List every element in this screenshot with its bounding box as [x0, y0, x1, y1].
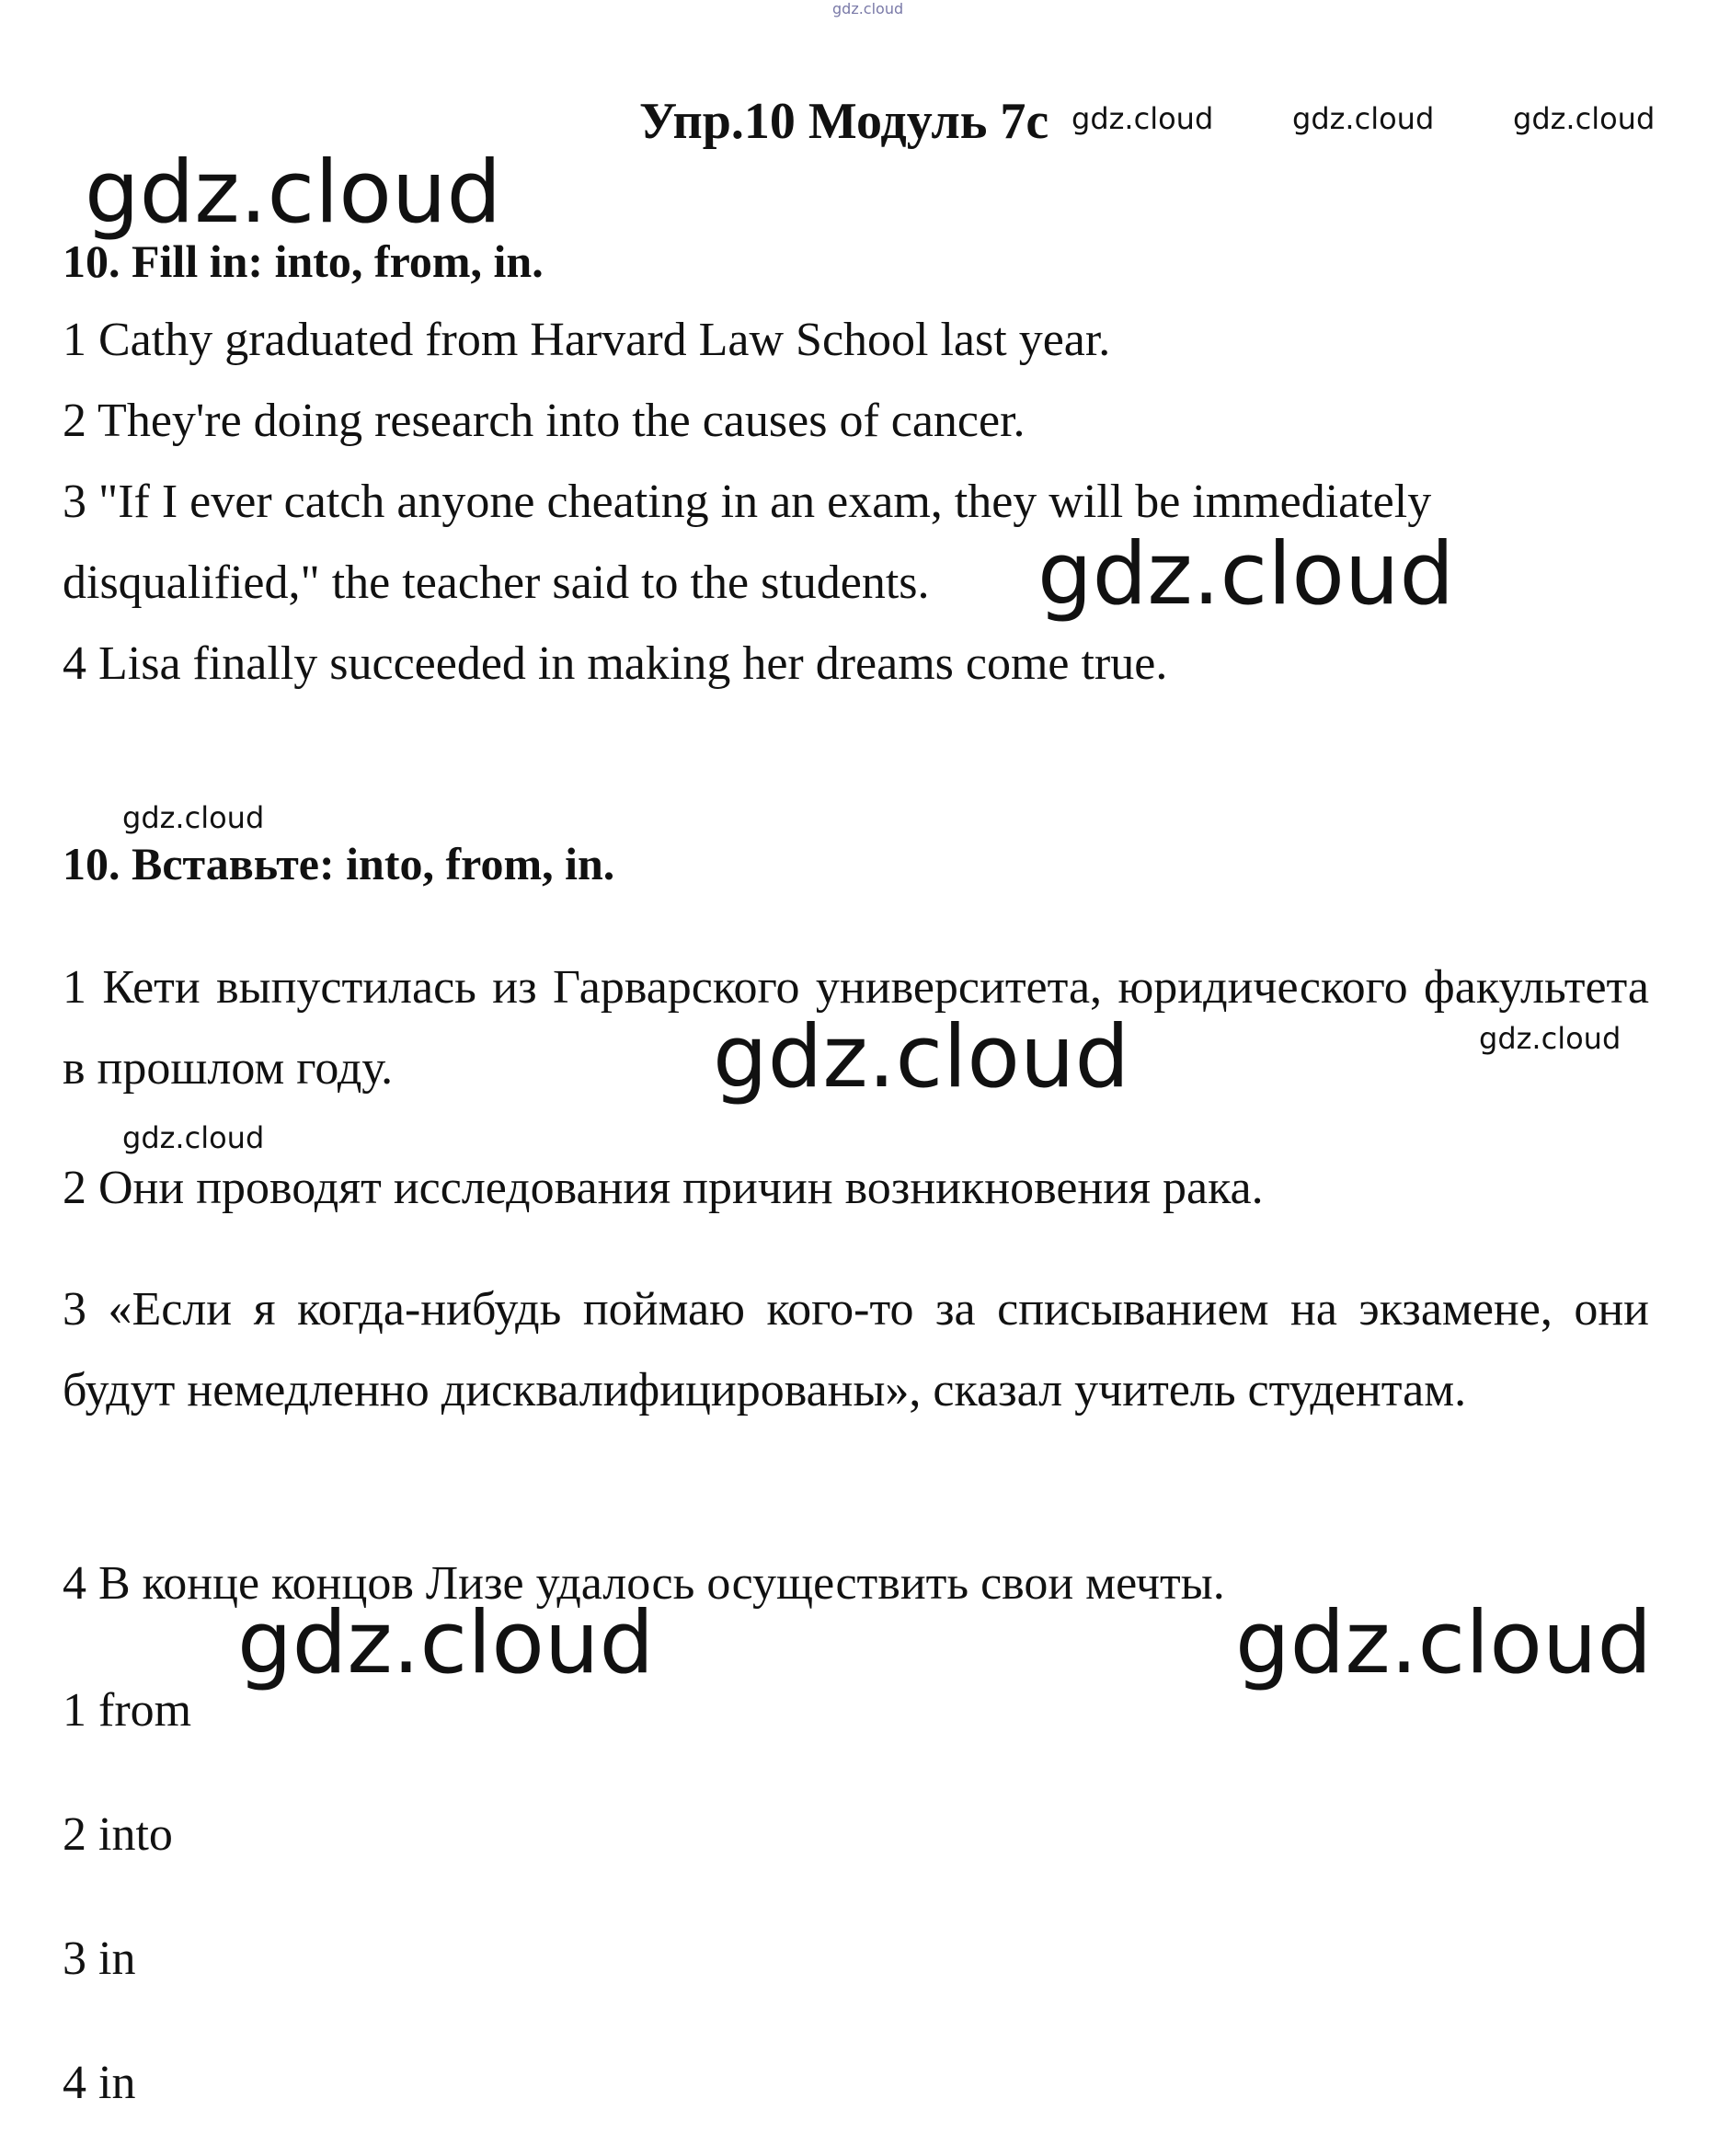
english-item-3-line-1: 3 "If I ever catch anyone cheating in an exam, they will be immediately [63, 476, 1432, 528]
watermark-large-3: gdz.cloud [713, 1007, 1130, 1107]
russian-item-2: 2 Они проводят исследования причин возникновения рака. [63, 1162, 1264, 1214]
answer-3: 3 in [63, 1932, 136, 1985]
answer-1: 1 from [63, 1684, 192, 1737]
answer-4: 4 in [63, 2057, 136, 2109]
english-heading: 10. Fill in: into, from, in. [63, 235, 544, 287]
russian-heading: 10. Вставьте: into, from, in. [63, 838, 615, 889]
watermark-large-4: gdz.cloud [237, 1593, 655, 1693]
english-item-3-line-2: disqualified," the teacher said to the students. [63, 556, 930, 609]
russian-item-4: 4 В конце концов Лизе удалось осуществить свои мечты. [63, 1557, 1225, 1610]
watermark-small-left-2: gdz.cloud [122, 1120, 265, 1155]
watermark-header-3: gdz.cloud [1513, 101, 1656, 136]
answer-2: 2 into [63, 1808, 173, 1861]
watermark-large-1: gdz.cloud [85, 143, 502, 243]
english-item-4: 4 Lisa finally succeeded in making her dreams come true. [63, 637, 1168, 690]
russian-item-1: 1 Кети выпустилась из Гарварского университета, юридического факультета в прошлом году. [63, 961, 1649, 1095]
page-title: Упр.10 Модуль 7c [639, 93, 1049, 150]
russian-item-3: 3 «Если я когда-нибудь поймаю кого-то за списыванием на экзамене, они будут немедленно дисквалифицированы», сказал учитель студентам. [63, 1283, 1649, 1416]
watermark-large-5: gdz.cloud [1235, 1593, 1653, 1693]
watermark-small-right: gdz.cloud [1479, 1021, 1622, 1056]
watermark-top: gdz.cloud [832, 0, 904, 17]
watermark-large-2: gdz.cloud [1037, 524, 1455, 625]
watermark-small-left-1: gdz.cloud [122, 800, 265, 835]
english-item-1: 1 Cathy graduated from Harvard Law School last year. [63, 314, 1111, 366]
watermark-header-1: gdz.cloud [1072, 101, 1214, 136]
watermark-header-2: gdz.cloud [1292, 101, 1435, 136]
english-item-2: 2 They're doing research into the causes of cancer. [63, 395, 1026, 447]
